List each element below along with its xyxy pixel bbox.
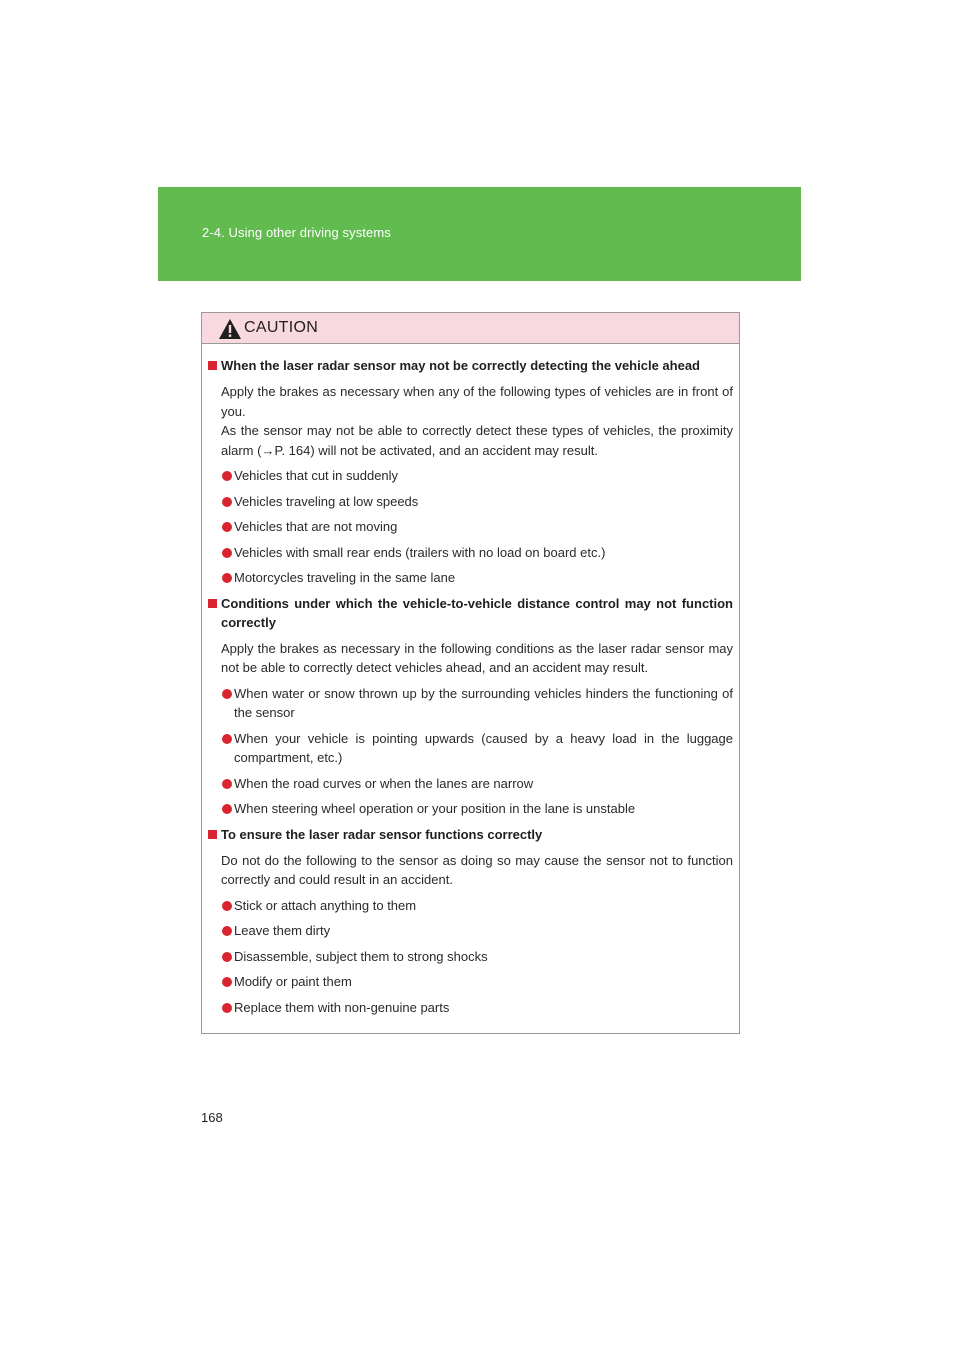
list-item: Modify or paint them (208, 972, 733, 992)
bullet-dot-icon (222, 522, 232, 532)
list-item: When water or snow thrown up by the surrounding vehicles hinders the functioning of the sensor (208, 684, 733, 723)
list-item: When your vehicle is pointing upwards (caused by a heavy load in the luggage compartment, etc.) (208, 729, 733, 768)
square-bullet-icon (208, 599, 217, 608)
bullet-dot-icon (222, 734, 232, 744)
paragraph: Do not do the following to the sensor as doing so may cause the sensor not to function correctly and could result in an accident. (221, 852, 733, 887)
bullet-dot-icon (222, 689, 232, 699)
list-item: Disassemble, subject them to strong shocks (208, 947, 733, 967)
bullet-dot-icon (222, 573, 232, 583)
list-item: Vehicles that are not moving (208, 517, 733, 537)
section-heading: Conditions under which the vehicle-to-vehicle distance control may not function correctly (208, 594, 733, 632)
bullet-dot-icon (222, 497, 232, 507)
list-item: Vehicles with small rear ends (trailers with no load on board etc.) (208, 543, 733, 563)
section-heading: When the laser radar sensor may not be correctly detecting the vehicle ahead (208, 356, 733, 375)
list-item: When steering wheel operation or your position in the lane is unstable (208, 799, 733, 819)
bullet-dot-icon (222, 804, 232, 814)
list-item: Leave them dirty (208, 921, 733, 941)
list-item: Stick or attach anything to them (208, 896, 733, 916)
warning-icon (218, 318, 242, 340)
bullet-dot-icon (222, 901, 232, 911)
caution-body (202, 356, 739, 1017)
list-item: When the road curves or when the lanes are narrow (208, 774, 733, 794)
caution-label: CAUTION (244, 319, 319, 336)
paragraph: Apply the brakes as necessary when any of the following types of vehicles are in front of you. (221, 384, 733, 419)
bullet-dot-icon (222, 926, 232, 936)
list-item: Motorcycles traveling in the same lane (208, 568, 733, 588)
list-item: Replace them with non-genuine parts (208, 998, 733, 1018)
square-bullet-icon (208, 361, 217, 370)
caution-box (201, 312, 740, 1034)
list-item: Vehicles that cut in suddenly (208, 466, 733, 486)
paragraph: As the sensor may not be able to correctly detect these types of vehicles, the proximity alarm (→P. 164) will not be activated, and an accident may result. (221, 423, 733, 458)
bullet-dot-icon (222, 548, 232, 558)
square-bullet-icon (208, 830, 217, 839)
bullet-dot-icon (222, 471, 232, 481)
section-heading: To ensure the laser radar sensor functions correctly (208, 825, 733, 844)
bullet-dot-icon (222, 977, 232, 987)
page-number: 168 (201, 1110, 223, 1125)
section-title: 2-4. Using other driving systems (202, 225, 391, 240)
caution-header (202, 313, 739, 344)
bullet-dot-icon (222, 1003, 232, 1013)
bullet-dot-icon (222, 779, 232, 789)
paragraph: Apply the brakes as necessary in the following conditions as the laser radar sensor may not be able to correctly detect vehicles ahead, and an accident may result. (221, 640, 733, 675)
header-band (158, 187, 801, 281)
list-item: Vehicles traveling at low speeds (208, 492, 733, 512)
bullet-dot-icon (222, 952, 232, 962)
